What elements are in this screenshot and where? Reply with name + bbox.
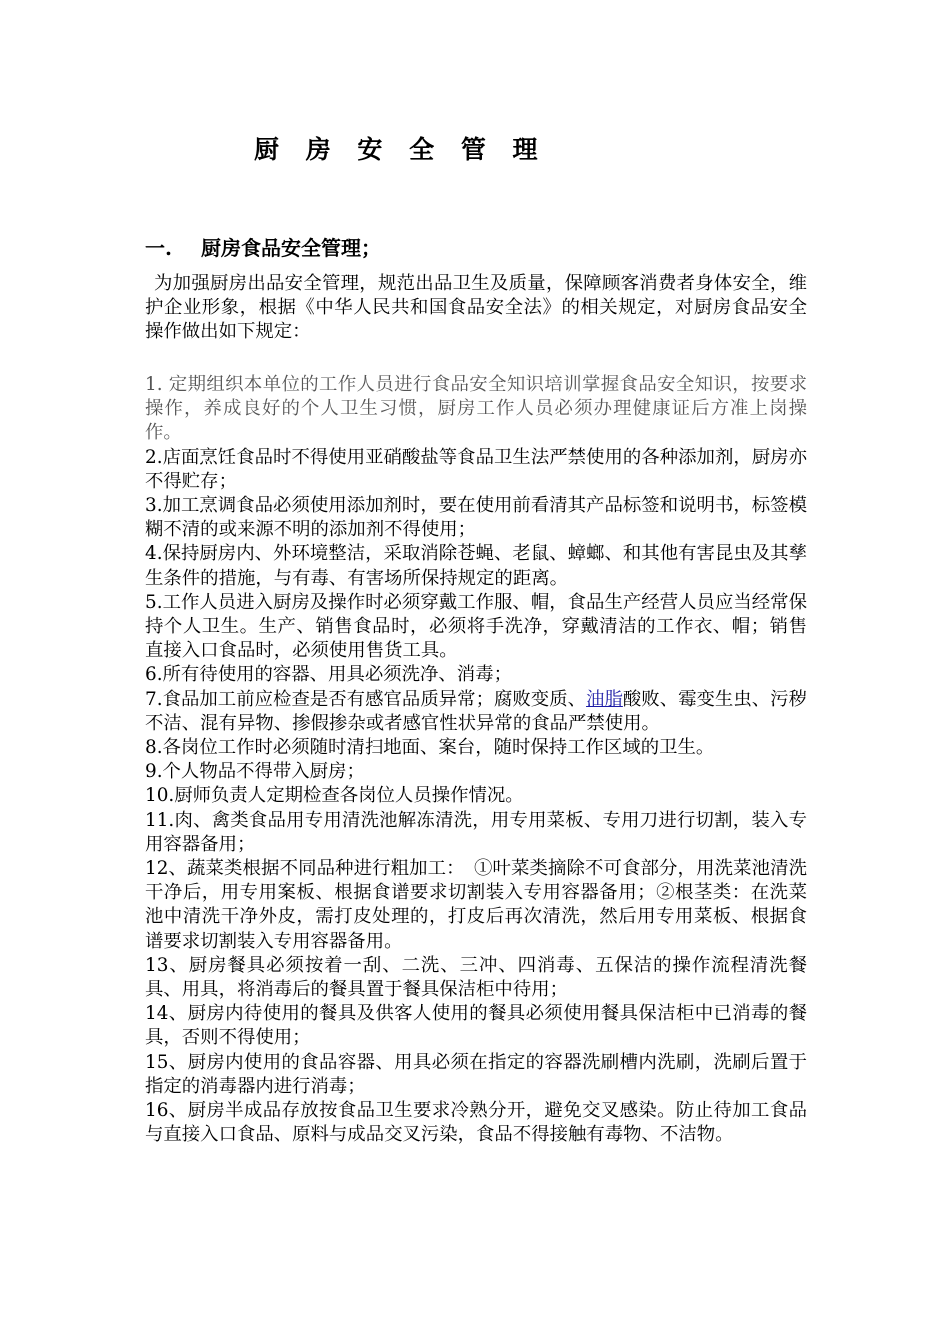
rule-item-7 <box>145 688 807 736</box>
document-title: 厨 房 安 全 管 理 <box>254 135 547 164</box>
rule-item-10: 10.厨师负责人定期检查各岗位人员操作情况。 <box>145 785 524 807</box>
rule-item-4: 4.保持厨房内、外环境整洁，采取消除苍蝇、老鼠、蟑螂、和其他有害昆虫及其孳生条件的措施，与有毒、有害场所保持规定的距离。 <box>145 543 807 589</box>
section-number: 一. <box>145 236 172 260</box>
rule-item-5: 5.工作人员进入厨房及操作时必须穿戴工作服、帽，食品生产经营人员应当经常保持个人卫生。生产、销售食品时，必须将手洗净，穿戴清洁的工作衣、帽；销售直接入口食品时，必须使用售货工具。 <box>145 591 807 662</box>
rule-item-2: 2.店面烹饪食品时不得使用亚硝酸盐等食品卫生法严禁使用的各种添加剂，厨房亦不得贮存； <box>145 446 807 492</box>
rule-item-8: 8.各岗位工作时必须随时清扫地面、案台，随时保持工作区域的卫生。 <box>145 737 715 759</box>
oil-fat-link[interactable]: 油脂 <box>586 688 623 710</box>
rule-item-9: 9.个人物品不得带入厨房； <box>145 761 365 783</box>
rule-item-7-after: 酸败、霉变生虫、污秽不洁、混有异物、掺假掺杂或者感官性状异常的食品严禁使用。 <box>145 688 807 734</box>
rule-item-11: 11.肉、禽类食品用专用清洗池解冻清洗，用专用菜板、专用刀进行切割，装入专用容器备用； <box>145 809 807 855</box>
section-heading-text: 厨房食品安全管理； <box>201 236 381 260</box>
intro-paragraph: 为加强厨房出品安全管理，规范出品卫生及质量，保障顾客消费者身体安全，维护企业形象，根据《中华人民共和国食品安全法》的相关规定，对厨房食品安全操作做出如下规定： <box>145 273 807 343</box>
rule-item-12: 12、蔬菜类根据不同品种进行粗加工： ①叶菜类摘除不可食部分，用洗菜池清洗干净后，用专用案板、根据食谱要求切割装入专用容器备用；②根茎类：在洗菜池中清洗干净外皮，需打皮处理的，打皮后再次清洗，然后用专用菜板、根据食谱要求切割装入专用容器备用。 <box>145 858 807 952</box>
rule-item-14: 14、厨房内待使用的餐具及供客人使用的餐具必须使用餐具保洁柜中已消毒的餐具，否则不得使用； <box>145 1003 807 1049</box>
rule-item-15: 15、厨房内使用的食品容器、用具必须在指定的容器洗刷槽内洗刷，洗刷后置于指定的消毒器内进行消毒； <box>145 1051 807 1097</box>
rule-item-16: 16、厨房半成品存放按食品卫生要求冷熟分开，避免交叉感染。防止待加工食品与直接入口食品、原料与成品交叉污染，食品不得接触有毒物、不洁物。 <box>145 1100 807 1146</box>
rules-list <box>145 373 807 1148</box>
rule-item-3: 3.加工烹调食品必须使用添加剂时，要在使用前看清其产品标签和说明书，标签模糊不清的或来源不明的添加剂不得使用； <box>145 495 807 541</box>
section-heading <box>145 232 381 264</box>
rule-item-1: 1. 定期组织本单位的工作人员进行食品安全知识培训掌握食品安全知识，按要求操作，养成良好的个人卫生习惯，厨房工作人员必须办理健康证后方准上岗操作。 <box>145 374 807 444</box>
rule-item-6: 6.所有待使用的容器、用具必须洗净、消毒； <box>145 664 512 686</box>
rule-item-7-before: 7.食品加工前应检查是否有感官品质异常；腐败变质、 <box>145 688 587 710</box>
rule-item-13: 13、厨房餐具必须按着一刮、二洗、三冲、四消毒、五保洁的操作流程清洗餐具、用具，将消毒后的餐具置于餐具保洁柜中待用； <box>145 954 807 1001</box>
